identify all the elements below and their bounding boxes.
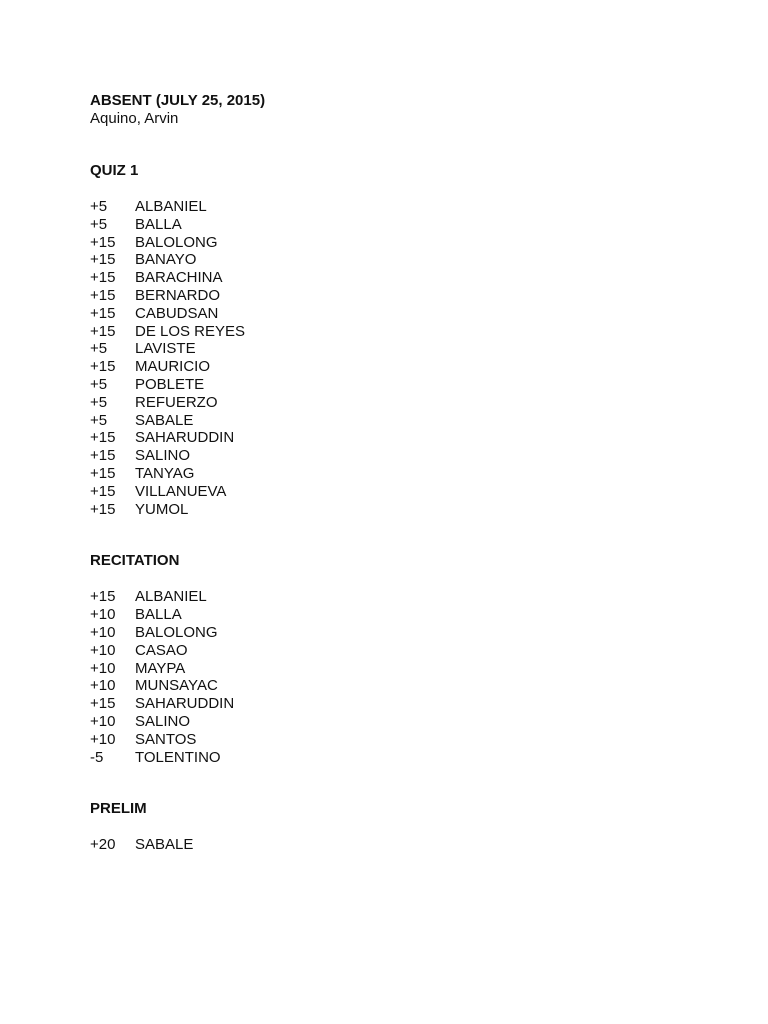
student-name: POBLETE [135,375,205,393]
absent-heading: ABSENT (JULY 25, 2015) [90,92,266,109]
score-value: +10 [90,730,116,748]
score-value: +15 [90,322,116,340]
list-item [90,376,690,394]
list-item [90,695,690,713]
score-value: +5 [90,340,108,358]
list-item [90,340,690,358]
score-value: +15 [90,588,116,606]
score-value: +15 [90,429,116,447]
score-value: +10 [90,606,116,624]
score-value: +10 [90,623,116,641]
score-value: +5 [90,375,108,393]
section-prelim [90,800,690,854]
list-item [90,588,690,606]
list-item [90,323,690,341]
entry-list [90,836,690,854]
score-sections [90,162,690,854]
list-item [90,731,690,749]
section-quiz-1 [90,162,690,518]
score-value: +15 [90,251,116,269]
student-name: MAYPA [135,659,186,677]
score-value: +15 [90,269,116,287]
student-name: BALOLONG [135,623,218,641]
list-item [90,287,690,305]
section-recitation [90,552,690,766]
student-name: BALLA [135,606,182,624]
section-heading: PRELIM [90,800,147,818]
score-value: +15 [90,233,116,251]
score-value: +15 [90,500,116,518]
entry-list [90,198,690,518]
student-name: REFUERZO [135,393,218,411]
student-name: BERNARDO [135,286,221,304]
list-item [90,677,690,695]
list-item [90,216,690,234]
score-value: +15 [90,286,116,304]
student-name: ALBANIEL [135,588,207,606]
list-item [90,447,690,465]
score-value: +15 [90,304,116,322]
student-name: CABUDSAN [135,304,219,322]
list-item [90,465,690,483]
score-value: +20 [90,836,116,854]
list-item [90,606,690,624]
score-value: +10 [90,677,116,695]
score-value: +10 [90,712,116,730]
student-name: SABALE [135,411,194,429]
score-value: +5 [90,198,108,215]
student-name: SALINO [135,447,191,465]
student-name: SAHARUDDIN [135,695,235,713]
list-item [90,394,690,412]
score-value: +5 [90,215,108,233]
student-name: TANYAG [135,464,195,482]
student-name: TOLENTINO [135,748,221,766]
list-item [90,501,690,519]
section-heading: QUIZ 1 [90,162,139,179]
student-name: SABALE [135,836,194,854]
list-item [90,749,690,767]
score-value: +15 [90,695,116,713]
score-value: -5 [90,748,104,766]
list-item [90,269,690,287]
student-name: SANTOS [135,730,197,748]
list-item [90,412,690,430]
score-value: +10 [90,641,116,659]
list-item [90,713,690,731]
student-name: BANAYO [135,251,197,269]
document-page [90,92,690,854]
list-item [90,198,690,216]
absent-block [90,92,690,128]
student-name: SAHARUDDIN [135,429,235,447]
list-item [90,660,690,678]
list-item [90,251,690,269]
entry-list [90,588,690,766]
student-name: BALOLONG [135,233,218,251]
list-item [90,642,690,660]
student-name: LAVISTE [135,340,196,358]
student-name: ALBANIEL [135,198,207,215]
score-value: +15 [90,464,116,482]
score-value: +15 [90,482,116,500]
student-name: MAURICIO [135,358,210,376]
list-item [90,624,690,642]
score-value: +5 [90,393,108,411]
list-item [90,483,690,501]
score-value: +10 [90,659,116,677]
list-item [90,429,690,447]
student-name: SALINO [135,712,191,730]
student-name: BALLA [135,215,182,233]
student-name: BARACHINA [135,269,223,287]
list-item [90,234,690,252]
absent-name: Aquino, Arvin [90,110,179,127]
student-name: MUNSAYAC [135,677,218,695]
student-name: VILLANUEVA [135,482,227,500]
score-value: +5 [90,411,108,429]
student-name: YUMOL [135,500,189,518]
score-value: +15 [90,447,116,465]
section-heading: RECITATION [90,552,180,570]
list-item [90,836,690,854]
list-item [90,305,690,323]
score-value: +15 [90,358,116,376]
student-name: CASAO [135,641,188,659]
list-item [90,358,690,376]
student-name: DE LOS REYES [135,322,246,340]
